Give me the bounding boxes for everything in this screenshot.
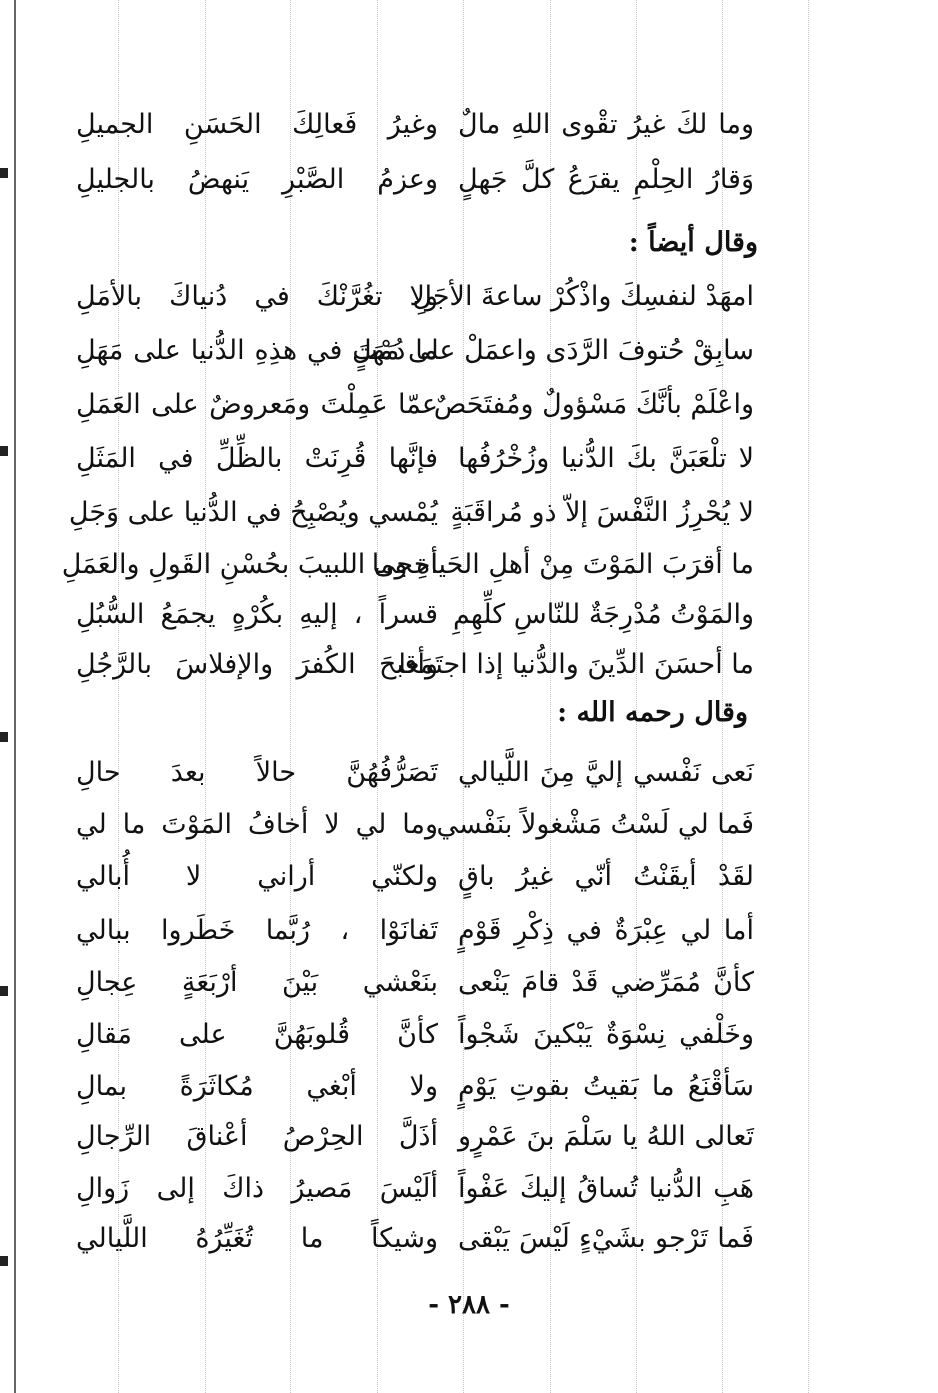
verse-line: [0, 326, 938, 376]
verse-second-hemistich: وما لي لا أخافُ المَوْتَ ما لي: [76, 809, 438, 840]
verse-line: [0, 852, 938, 902]
verse-line: [0, 1010, 938, 1060]
verse-second-hemistich: أحجى اللبيبَ بحُسْنِ القَولِ والعَمَلِ: [61, 549, 438, 580]
verse-first-hemistich: نَعى نَفْسي إليَّ مِنَ اللَّيالي: [458, 757, 754, 788]
verse-first-hemistich: وخَلْفي نِسْوَةٌ يَبْكينَ شَجْواً: [458, 1019, 754, 1050]
verse-line: [0, 958, 938, 1008]
verse-second-hemistich: أذَلَّ الحِرْصُ أعْناقَ الرِّجالِ: [76, 1121, 438, 1152]
verse-first-hemistich: كأنَّ مُمَرِّضي قَدْ قامَ يَنْعى: [458, 967, 754, 998]
verse-second-hemistich: عمّا عَمِلْتَ ومَعروضٌ على العَمَلِ: [76, 389, 438, 420]
verse-line: [0, 906, 938, 956]
verse-line: [0, 540, 938, 590]
verse-second-hemistich: كأنَّ قُلوبَهُنَّ على مَقالِ: [76, 1019, 438, 1050]
verse-first-hemistich: لقَدْ أيقَنْتُ أنّي غيرُ باقٍ: [458, 861, 754, 892]
verse-second-hemistich: يُمْسي ويُصْبِحُ في الدُّنيا على وَجَلِ: [68, 497, 438, 528]
verse-second-hemistich: وأقبحَ الكُفرَ والإفلاسَ بالرَّجُلِ: [76, 649, 438, 680]
verse-line: [0, 1112, 938, 1162]
verse-line: [0, 1164, 938, 1214]
verse-line: [0, 1062, 938, 1112]
verse-line: [0, 1214, 938, 1264]
verse-line: [0, 380, 938, 430]
verse-first-hemistich: ما أقرَبَ المَوْتَ مِنْ أهلِ الحَياةِ وما: [371, 549, 754, 580]
verse-first-hemistich: وما لكَ غيرُ تقْوى اللهِ مالٌ: [458, 109, 754, 140]
section-heading: وقال رحمه الله :: [557, 697, 748, 728]
verse-line: [0, 640, 938, 690]
verse-second-hemistich: تَفانَوْا ، رُبَّما خَطَروا ببالي: [76, 915, 438, 946]
verse-second-hemistich: وشيكاً ما تُغَيِّرُهُ اللَّيالي: [76, 1223, 438, 1254]
verse-first-hemistich: هَبِ الدُّنيا تُساقُ إليكَ عَفْواً: [458, 1173, 754, 1204]
verse-first-hemistich: والمَوْتُ مُدْرِجَةٌ للنّاسِ كلِّهِمِ: [452, 599, 754, 630]
verse-second-hemistich: بنَعْشي بَيْنَ أرْبَعَةٍ عِجالِ: [76, 967, 438, 998]
verse-second-hemistich: تَصَرُّفُهُنَّ حالاً بعدَ حالِ: [76, 757, 438, 788]
verse-first-hemistich: فَما لي لَسْتُ مَشْغولاً بنَفْسي: [436, 809, 754, 840]
verse-line: [0, 272, 938, 322]
verse-first-hemistich: سابِقْ حُتوفَ الرَّدَى واعمَلْ على مَهَلٍ: [352, 335, 754, 366]
verse-line: [0, 488, 938, 538]
verse-first-hemistich: سَأقْنَعُ ما بَقيتُ بقوتِ يَوْمٍ: [458, 1071, 754, 1102]
verse-first-hemistich: ما أحسَنَ الدِّينَ والدُّنيا إذا اجتَمَعا: [398, 649, 754, 680]
verse-second-hemistich: فإنَّها قُرِنَتْ بالظِّلِّ في المَثَلِ: [76, 443, 438, 474]
binding-mark: [0, 732, 8, 742]
verse-second-hemistich: ما دُمْتَ في هذِهِ الدُّنيا على مَهَلِ: [76, 335, 438, 366]
verse-first-hemistich: أما لي عِبْرَةٌ في ذِكْرِ قَوْمٍ: [458, 915, 754, 946]
verse-line: [0, 155, 938, 205]
verse-second-hemistich: وغيرُ فَعالِكَ الحَسَنِ الجميلِ: [76, 109, 438, 140]
section-heading: وقال أيضاً :: [628, 227, 758, 258]
verse-line: [0, 100, 938, 150]
verse-first-hemistich: لا يُحْرِزُ النَّفْسَ إلاّ ذو مُراقَبَةٍ: [450, 497, 754, 528]
verse-second-hemistich: ولا تغُرَّنْكَ في دُنياكَ بالأمَلِ: [76, 281, 438, 312]
verse-second-hemistich: وعزمُ الصَّبْرِ يَنهضُ بالجليلِ: [76, 164, 438, 195]
verse-second-hemistich: قسراً ، إليهِ بكُرْهٍ يجمَعُ السُّبُلِ: [76, 599, 438, 630]
verse-first-hemistich: لا تلْعَبَنَّ بكَ الدُّنيا وزُخْرُفُها: [458, 443, 754, 474]
verse-first-hemistich: تَعالى اللهُ يا سَلْمَ بنَ عَمْرٍو: [458, 1121, 754, 1152]
verse-line: [0, 800, 938, 850]
verse-first-hemistich: واعْلَمْ بأنَّكَ مَسْؤولٌ ومُفتَحَصٌ: [433, 389, 754, 420]
verse-line: [0, 434, 938, 484]
verse-first-hemistich: امهَدْ لنفسِكَ واذْكُرْ ساعةَ الأجَلِ: [412, 281, 754, 312]
verse-second-hemistich: ولا أبْغي مُكاثَرَةً بمالِ: [76, 1071, 438, 1102]
verse-second-hemistich: ولكنّي أراني لا أُبالي: [76, 861, 438, 892]
verse-line: [0, 748, 938, 798]
verse-first-hemistich: وَقارُ الحِلْمِ يقرَعُ كلَّ جَهلٍ: [458, 164, 754, 195]
page-number: - ٢٨٨ -: [428, 1290, 510, 1320]
verse-line: [0, 590, 938, 640]
verse-second-hemistich: ألَيْسَ مَصيرُ ذاكَ إلى زَوالِ: [76, 1173, 438, 1204]
verse-first-hemistich: فَما تَرْجو بشَيْءٍ لَيْسَ يَبْقى: [458, 1223, 754, 1254]
